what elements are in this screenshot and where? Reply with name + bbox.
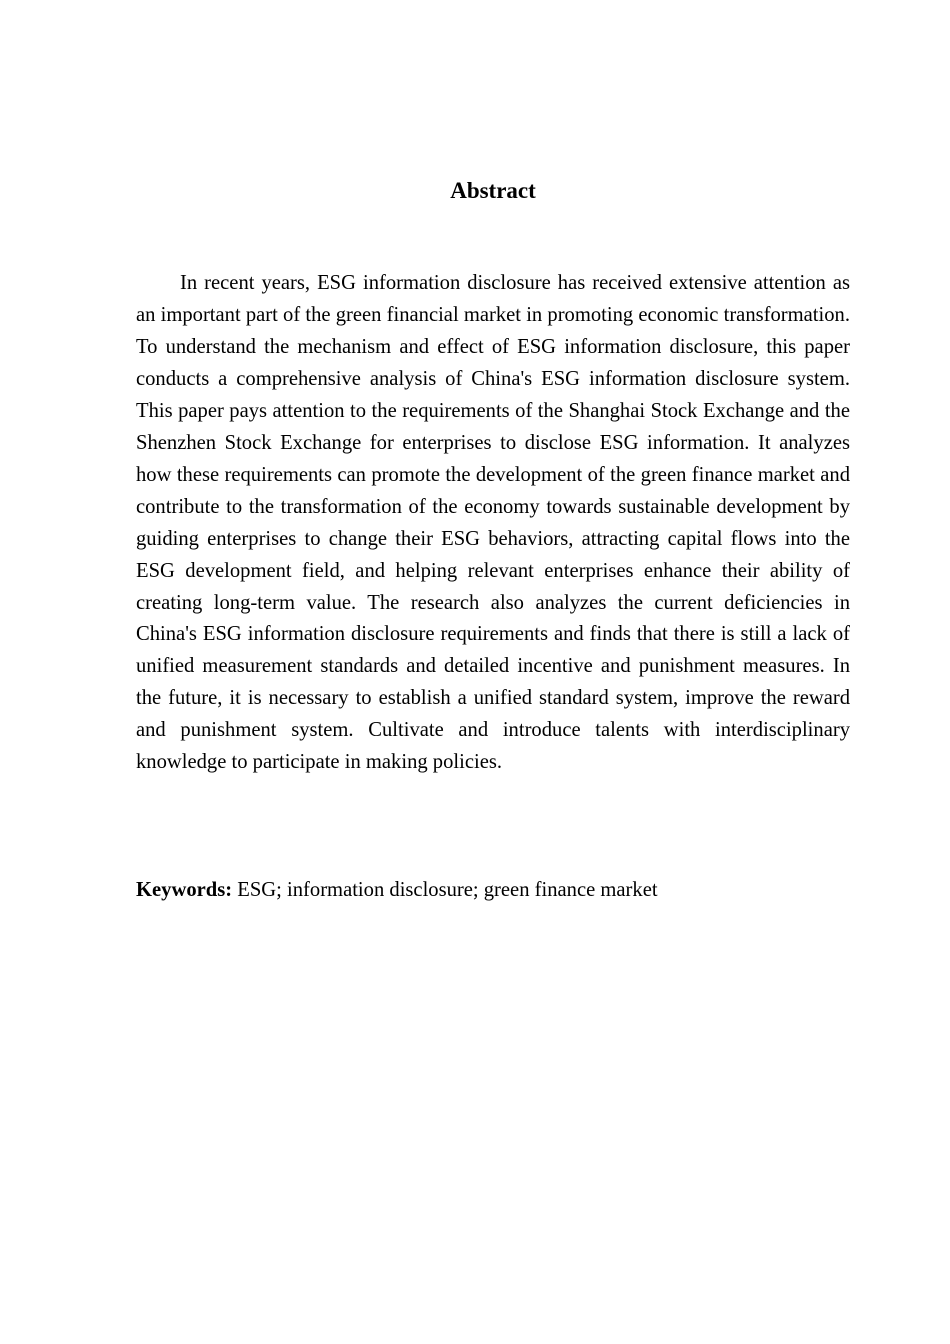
keywords-label: Keywords: [136, 879, 233, 901]
keywords-text: ESG; information disclosure; green finance market [232, 879, 658, 901]
keywords-line [136, 874, 850, 906]
abstract-body: In recent years, ESG information disclosure has received extensive attention as an important part of the green financial market in promoting economic transformation. To understand the mechanism and effect of ESG information disclosure, this paper conducts a comprehensive analysis of China's ESG information disclosure system. This paper pays attention to the requirements of the Shanghai Stock Exchange and the Shenzhen Stock Exchange for enterprises to disclose ESG information. It analyzes how these requirements can promote the development of the green finance market and contribute to the transformation of the economy towards sustainable development by guiding enterprises to change their ESG behaviors, attracting capital flows into the ESG development field, and helping relevant enterprises enhance their ability of creating long-term value. The research also analyzes the current deficiencies in China's ESG information disclosure requirements and finds that there is still a lack of unified measurement standards and detailed incentive and punishment measures. In the future, it is necessary to establish a unified standard system, improve the reward and punishment system. Cultivate and introduce talents with interdisciplinary knowledge to participate in making policies. [136, 272, 850, 774]
abstract-title: Abstract [450, 178, 536, 203]
